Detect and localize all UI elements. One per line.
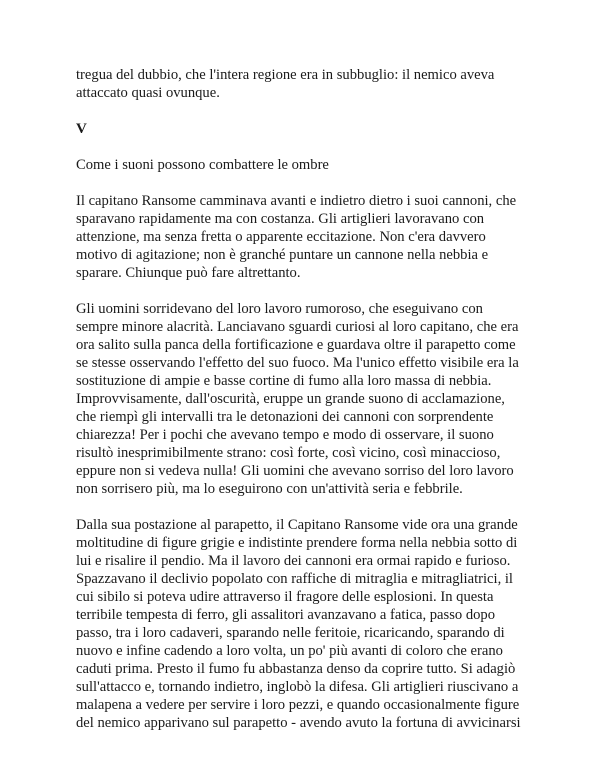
text-line: attenzione, ma senza fretta o apparente eccitazione. Non c'era davvero bbox=[76, 229, 486, 245]
text-line: attaccato quasi ovunque. bbox=[76, 85, 220, 101]
text-line: caduti prima. Presto il fumo fu abbastanza denso da coprire tutto. Si adagiò bbox=[76, 661, 516, 677]
paragraph-1 bbox=[76, 192, 536, 282]
text-line: risultò inesprimibilmente strano: così forte, così vicino, così minaccioso, bbox=[76, 445, 501, 461]
text-line: cui sibilo si poteva udire attraverso il fragore delle esplosioni. In questa bbox=[76, 589, 494, 605]
text-line: Il capitano Ransome camminava avanti e indietro dietro i suoi cannoni, che bbox=[76, 193, 517, 209]
document-page bbox=[76, 66, 536, 750]
intro-paragraph bbox=[76, 66, 536, 102]
text-line: moltitudine di figure grigie e indistinte prendere forma nella nebbia sotto di bbox=[76, 535, 518, 551]
text-line: che riempì gli intervalli tra le detonazioni dei cannoni con sorprendente bbox=[76, 409, 494, 425]
text-line: nuovo e infine cadendo a loro volta, un po' più avanti di coloro che erano bbox=[76, 643, 503, 659]
text-line: sull'attacco e, tornando indietro, inglobò la difesa. Gli artiglieri riuscivano a bbox=[76, 679, 519, 695]
paragraph-3 bbox=[76, 516, 536, 732]
chapter-number: V bbox=[76, 121, 87, 137]
text-line: del nemico apparivano sul parapetto - avendo avuto la fortuna di avvicinarsi bbox=[76, 715, 521, 731]
text-line: Gli uomini sorridevano del loro lavoro rumoroso, che eseguivano con bbox=[76, 301, 483, 317]
text-line: motivo di agitazione; non è granché puntare un cannone nella nebbia e bbox=[76, 247, 489, 263]
text-line: sempre minore alacrità. Lanciavano sguardi curiosi al loro capitano, che era bbox=[76, 319, 519, 335]
chapter-title: Come i suoni possono combattere le ombre bbox=[76, 157, 329, 173]
text-line: Spazzavano il declivio popolato con raffiche di mitraglia e mitragliatrici, il bbox=[76, 571, 513, 587]
text-line: passo, tra i loro cadaveri, sparando nelle feritoie, ricaricando, sparando di bbox=[76, 625, 505, 641]
text-line: malapena a vedere per servire i loro pezzi, e quando occasionalmente figure bbox=[76, 697, 520, 713]
text-line: se stesse osservando l'effetto del suo fuoco. Ma l'unico effetto visibile era la bbox=[76, 355, 519, 371]
text-line: non sorrisero più, ma lo eseguirono con un'attività seria e febbrile. bbox=[76, 481, 463, 497]
text-line: ora salito sulla panca della fortificazione e guardava oltre il parapetto come bbox=[76, 337, 516, 353]
text-line: tregua del dubbio, che l'intera regione era in subbuglio: il nemico aveva bbox=[76, 67, 495, 83]
text-line: terribile tempesta di ferro, gli assalitori avanzavano a fatica, passo dopo bbox=[76, 607, 496, 623]
text-line: sparare. Chiunque può fare altrettanto. bbox=[76, 265, 301, 281]
text-line: eppure non si vedeva nulla! Gli uomini che avevano sorriso del loro lavoro bbox=[76, 463, 514, 479]
text-line: sparavano rapidamente ma con costanza. Gli artiglieri lavoravano con bbox=[76, 211, 485, 227]
text-line: Dalla sua postazione al parapetto, il Capitano Ransome vide ora una grande bbox=[76, 517, 518, 533]
text-line: chiarezza! Per i pochi che avevano tempo e modo di osservare, il suono bbox=[76, 427, 494, 443]
paragraph-2 bbox=[76, 300, 536, 498]
text-line: Improvvisamente, dall'oscurità, eruppe un grande suono di acclamazione, bbox=[76, 391, 505, 407]
text-line: lui e risalire il pendio. Ma il lavoro dei cannoni era ormai rapido e furioso. bbox=[76, 553, 511, 569]
text-line: sostituzione di ampie e basse cortine di fumo alla loro massa di nebbia. bbox=[76, 373, 492, 389]
